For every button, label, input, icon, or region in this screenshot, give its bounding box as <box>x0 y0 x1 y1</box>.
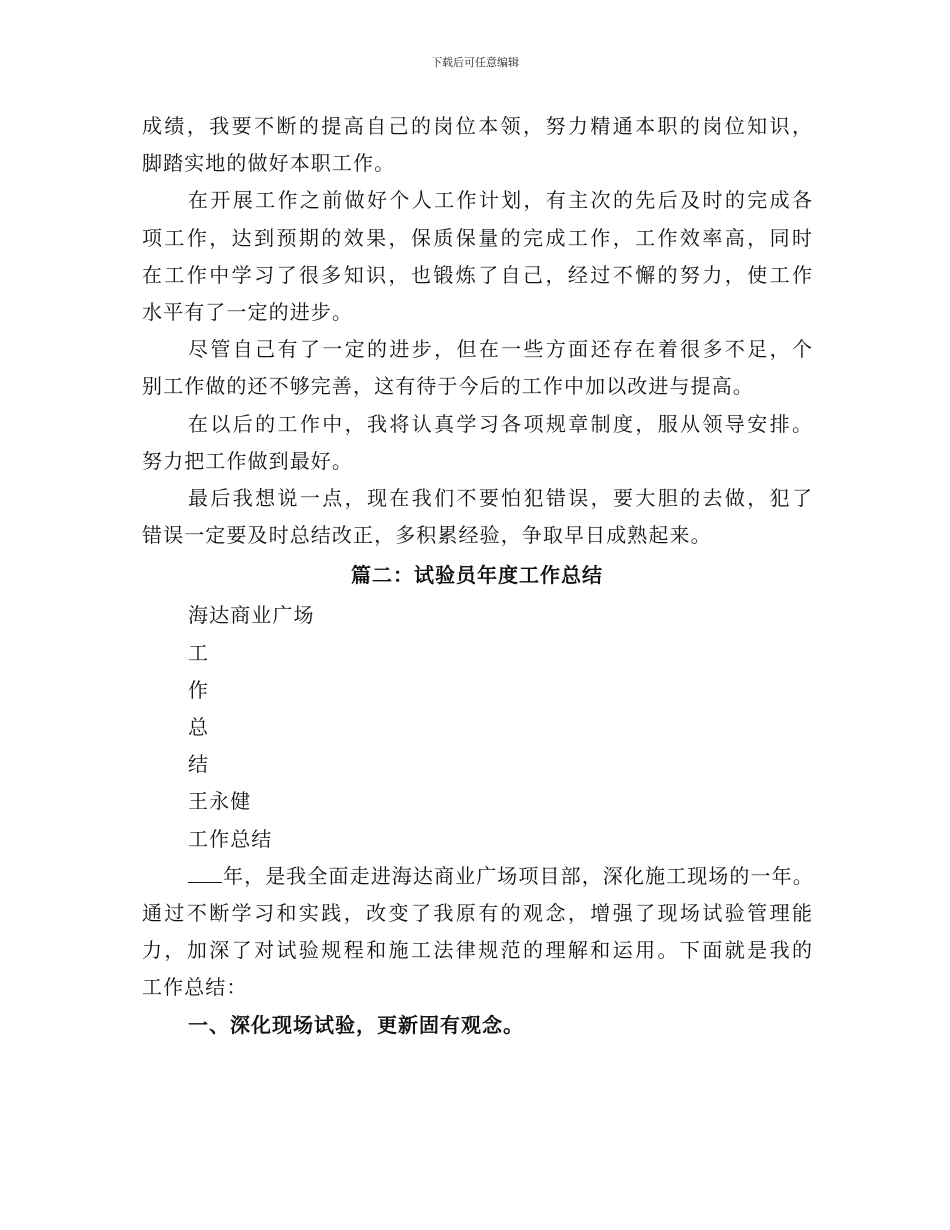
paragraph-line: 脚踏实地的做好本职工作。 <box>142 151 396 176</box>
paragraph-line: 通过不断学习和实践，改变了我原有的观念，增强了现场试验管理能 <box>142 900 812 925</box>
paragraph-line: 项工作，达到预期的效果，保质保量的完成工作，工作效率高，同时 <box>142 225 812 250</box>
title-line: 作 <box>188 677 210 702</box>
title-line: 总 <box>188 715 210 739</box>
paragraph-text: 年，是我全面走进海达商业广场项目部，深化施工现场的一年。 <box>223 863 814 888</box>
paragraph-line: 错误一定要及时总结改正，多积累经验，争取早日成熟起来。 <box>142 523 712 548</box>
page-header: 下载后可任意编辑 <box>431 56 519 69</box>
section-title: 一、深化现场试验，更新固有观念。 <box>188 1012 524 1037</box>
title-line: 工作总结 <box>188 826 273 851</box>
title-line: 结 <box>188 752 210 777</box>
year-blank <box>188 858 222 883</box>
paragraph-line: 力，加深了对试验规程和施工法律规范的理解和运用。下面就是我的 <box>142 938 812 963</box>
paragraph-line: 在以后的工作中，我将认真学习各项规章制度，服从领导安排。 <box>188 411 812 436</box>
paragraph-line: 在开展工作之前做好个人工作计划，有主次的先后及时的完成各 <box>188 188 812 213</box>
title-line: 工 <box>188 640 210 665</box>
paragraph-line: 工作总结： <box>142 975 248 1000</box>
paragraph-line: 成绩，我要不断的提高自己的岗位本领，努力精通本职的岗位知识， <box>142 114 812 138</box>
paragraph-line <box>142 858 812 895</box>
paragraph-line: 水平有了一定的进步。 <box>142 299 353 324</box>
paragraph-line: 别工作做的还不够完善，这有待于今后的工作中加以改进与提高。 <box>142 374 754 399</box>
author-name: 王永健 <box>188 789 252 814</box>
document-body <box>142 108 812 1044</box>
paragraph-line: 最后我想说一点，现在我们不要怕犯错误，要大胆的去做，犯了 <box>188 485 812 510</box>
title-line: 海达商业广场 <box>188 603 315 628</box>
section-heading: 篇二：试验员年度工作总结 <box>351 563 603 588</box>
paragraph-line: 尽管自己有了一定的进步，但在一些方面还存在着很多不足，个 <box>188 337 812 362</box>
paragraph-line: 在工作中学习了很多知识，也锻炼了自己，经过不懈的努力，使工作 <box>142 262 812 287</box>
paragraph-line: 努力把工作做到最好。 <box>142 448 353 473</box>
